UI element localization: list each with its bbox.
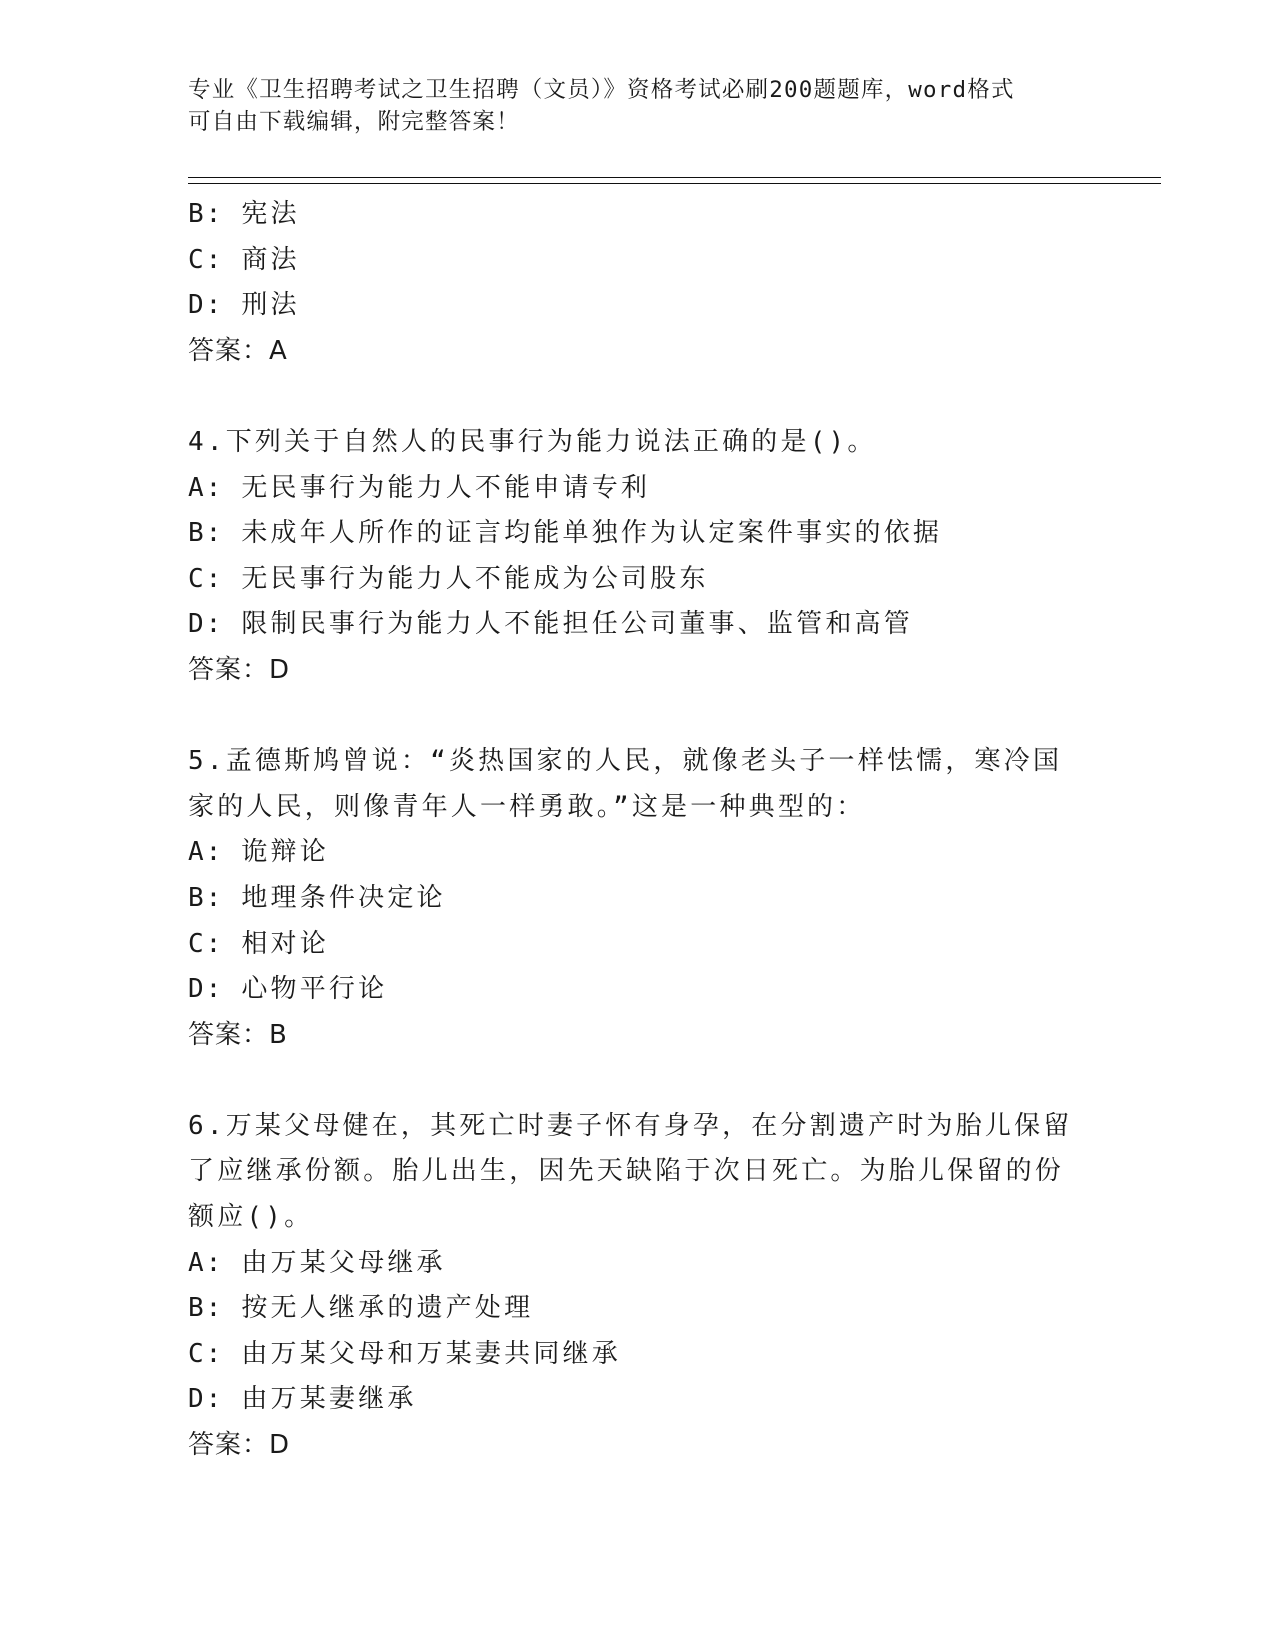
question-stem-line-1: 6.万某父母健在，其死亡时妻子怀有身孕，在分割遗产时为胎儿保留 — [188, 1110, 1073, 1141]
option-b: B: 未成年人所作的证言均能单独作为认定案件事实的依据 — [188, 518, 943, 549]
header-divider-bottom — [188, 183, 1161, 184]
answer-line: 答案：D — [188, 654, 291, 685]
option-c: C: 相对论 — [188, 928, 329, 959]
question-stem-line-1: 5.孟德斯鸠曾说：“炎热国家的人民，就像老头子一样怯懦，寒冷国 — [188, 746, 1063, 777]
question-stem-line-2: 了应继承份额。胎儿出生，因先天缺陷于次日死亡。为胎儿保留的份 — [188, 1156, 1065, 1187]
answer-line: 答案：D — [188, 1430, 291, 1461]
answer-line: 答案：A — [188, 335, 288, 366]
header-divider-top — [188, 177, 1161, 178]
spacer — [188, 374, 1088, 420]
document-header — [188, 74, 1068, 138]
option-d: D: 刑法 — [188, 290, 300, 321]
question-6 — [188, 1104, 1088, 1469]
question-4 — [188, 420, 1088, 694]
option-a: A: 由万某父母继承 — [188, 1247, 446, 1278]
question-stem-line-3: 额应()。 — [188, 1202, 314, 1233]
option-d: D: 心物平行论 — [188, 974, 388, 1005]
answer-line: 答案：B — [188, 1019, 288, 1050]
spacer — [188, 1058, 1088, 1104]
question-list — [188, 192, 1088, 1469]
question-5 — [188, 739, 1088, 1058]
question-3-continued — [188, 192, 1088, 374]
question-stem-line-2: 家的人民，则像青年人一样勇敢。”这是一种典型的： — [188, 791, 866, 822]
option-c: C: 商法 — [188, 244, 300, 275]
option-c: C: 由万某父母和万某妻共同继承 — [188, 1338, 621, 1369]
option-b: B: 宪法 — [188, 199, 300, 229]
header-title-line-1: 专业《卫生招聘考试之卫生招聘（文员）》资格考试必刷200题题库，word格式 — [188, 77, 1015, 103]
option-d: D: 限制民事行为能力人不能担任公司董事、监管和高管 — [188, 609, 913, 640]
option-a: A: 诡辩论 — [188, 837, 329, 868]
option-c: C: 无民事行为能力人不能成为公司股东 — [188, 563, 709, 594]
header-title-line-2: 可自由下载编辑，附完整答案！ — [188, 109, 520, 135]
spacer — [188, 694, 1088, 740]
option-b: B: 地理条件决定论 — [188, 882, 446, 913]
question-stem: 4.下列关于自然人的民事行为能力说法正确的是()。 — [188, 426, 877, 457]
option-d: D: 由万某妻继承 — [188, 1384, 417, 1415]
option-b: B: 按无人继承的遗产处理 — [188, 1293, 534, 1324]
option-a: A: 无民事行为能力人不能申请专利 — [188, 472, 651, 503]
